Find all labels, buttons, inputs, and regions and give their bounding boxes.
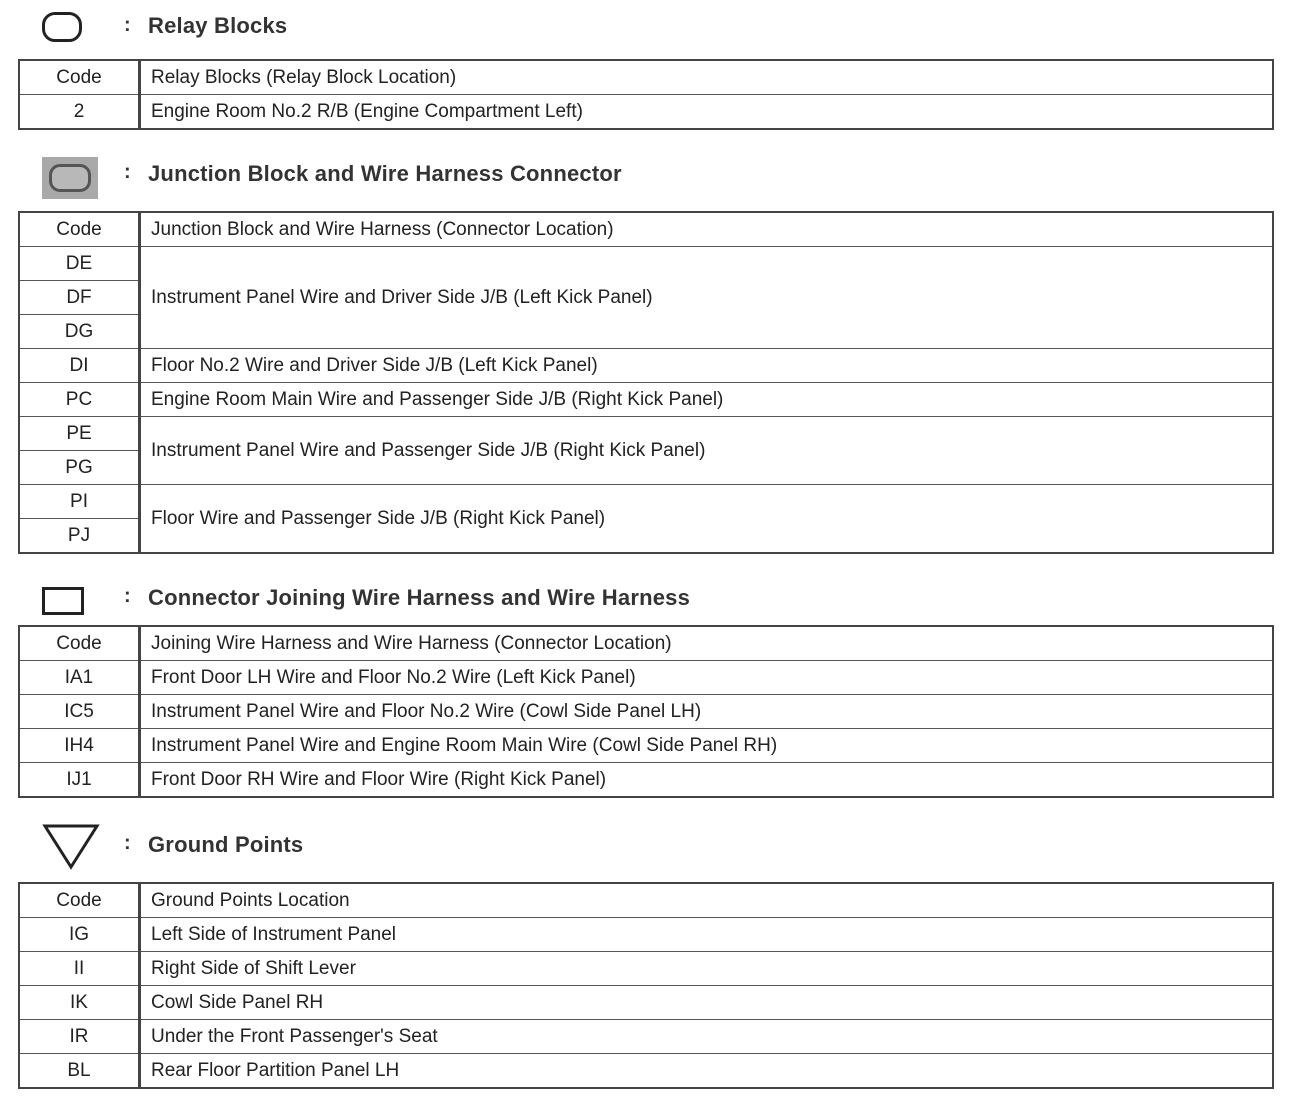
- section-ground-points: [0, 822, 1312, 1081]
- description-cell: Engine Room No.2 R/B (Engine Compartment Left): [140, 95, 1274, 130]
- relay-blocks-table: [18, 59, 1274, 130]
- code-cell: IG: [19, 918, 140, 952]
- code-cell: IA1: [19, 661, 140, 695]
- section-heading: [0, 822, 1312, 862]
- section-title: Relay Blocks: [148, 13, 288, 38]
- relay-block-symbol-icon: [42, 12, 82, 42]
- code-cell: DE: [19, 247, 140, 281]
- header-code: Code: [19, 212, 140, 247]
- heading-colon: :: [124, 14, 131, 36]
- section-heading: [0, 579, 1312, 619]
- section-title: Connector Joining Wire Harness and Wire Harness: [148, 585, 691, 610]
- header-code: Code: [19, 883, 140, 918]
- table-row: [19, 383, 1273, 417]
- code-cell: DI: [19, 349, 140, 383]
- section-relay-blocks: [0, 8, 1312, 122]
- code-cell: IH4: [19, 729, 140, 763]
- section-junction-block: [0, 153, 1312, 546]
- header-description: Relay Blocks (Relay Block Location): [140, 60, 1274, 95]
- heading-colon: :: [124, 585, 131, 607]
- table-row: [19, 247, 1273, 281]
- code-cell: BL: [19, 1054, 140, 1089]
- header-description: Ground Points Location: [140, 883, 1274, 918]
- table-header-row: [19, 626, 1273, 661]
- heading-colon: :: [124, 161, 131, 183]
- table-row: [19, 695, 1273, 729]
- connector-joining-table: [18, 625, 1274, 798]
- section-heading: [0, 153, 1312, 193]
- header-description: Junction Block and Wire Harness (Connector Location): [140, 212, 1274, 247]
- code-cell: DF: [19, 281, 140, 315]
- code-cell: IJ1: [19, 763, 140, 798]
- table-row: [19, 95, 1273, 130]
- description-cell: Instrument Panel Wire and Floor No.2 Wire (Cowl Side Panel LH): [140, 695, 1274, 729]
- description-cell: Rear Floor Partition Panel LH: [140, 1054, 1274, 1089]
- code-cell: IR: [19, 1020, 140, 1054]
- code-cell: II: [19, 952, 140, 986]
- code-cell: 2: [19, 95, 140, 130]
- section-title: Junction Block and Wire Harness Connector: [148, 161, 622, 186]
- header-code: Code: [19, 60, 140, 95]
- table-header-row: [19, 212, 1273, 247]
- table-row: [19, 1054, 1273, 1089]
- description-cell: Front Door RH Wire and Floor Wire (Right Kick Panel): [140, 763, 1274, 798]
- table-row: [19, 729, 1273, 763]
- description-cell: Engine Room Main Wire and Passenger Side J/B (Right Kick Panel): [140, 383, 1274, 417]
- code-cell: DG: [19, 315, 140, 349]
- code-cell: IK: [19, 986, 140, 1020]
- code-cell: PC: [19, 383, 140, 417]
- code-cell: IC5: [19, 695, 140, 729]
- table-row: [19, 485, 1273, 519]
- section-connector-joining: [0, 579, 1312, 790]
- junction-block-table: [18, 211, 1274, 554]
- table-header-row: [19, 883, 1273, 918]
- junction-block-symbol-icon: [42, 157, 98, 199]
- section-heading: [0, 8, 1312, 48]
- header-description: Joining Wire Harness and Wire Harness (Connector Location): [140, 626, 1274, 661]
- description-cell: Cowl Side Panel RH: [140, 986, 1274, 1020]
- description-cell: Left Side of Instrument Panel: [140, 918, 1274, 952]
- table-row: [19, 1020, 1273, 1054]
- table-row: [19, 763, 1273, 798]
- code-cell: PG: [19, 451, 140, 485]
- table-row: [19, 661, 1273, 695]
- description-cell: Instrument Panel Wire and Passenger Side J/B (Right Kick Panel): [140, 417, 1274, 485]
- code-cell: PJ: [19, 519, 140, 554]
- connector-symbol-icon: [42, 587, 84, 615]
- heading-colon: :: [124, 832, 131, 854]
- header-code: Code: [19, 626, 140, 661]
- description-cell: Under the Front Passenger's Seat: [140, 1020, 1274, 1054]
- ground-points-table: [18, 882, 1274, 1089]
- table-row: [19, 986, 1273, 1020]
- description-cell: Instrument Panel Wire and Driver Side J/B (Left Kick Panel): [140, 247, 1274, 349]
- ground-point-triangle-icon: [42, 822, 100, 870]
- description-cell: Floor Wire and Passenger Side J/B (Right Kick Panel): [140, 485, 1274, 554]
- description-cell: Floor No.2 Wire and Driver Side J/B (Left Kick Panel): [140, 349, 1274, 383]
- table-row: [19, 952, 1273, 986]
- description-cell: Instrument Panel Wire and Engine Room Main Wire (Cowl Side Panel RH): [140, 729, 1274, 763]
- code-cell: PE: [19, 417, 140, 451]
- code-cell: PI: [19, 485, 140, 519]
- table-row: [19, 417, 1273, 451]
- section-title: Ground Points: [148, 832, 304, 857]
- description-cell: Front Door LH Wire and Floor No.2 Wire (Left Kick Panel): [140, 661, 1274, 695]
- description-cell: Right Side of Shift Lever: [140, 952, 1274, 986]
- table-row: [19, 349, 1273, 383]
- table-row: [19, 918, 1273, 952]
- table-header-row: [19, 60, 1273, 95]
